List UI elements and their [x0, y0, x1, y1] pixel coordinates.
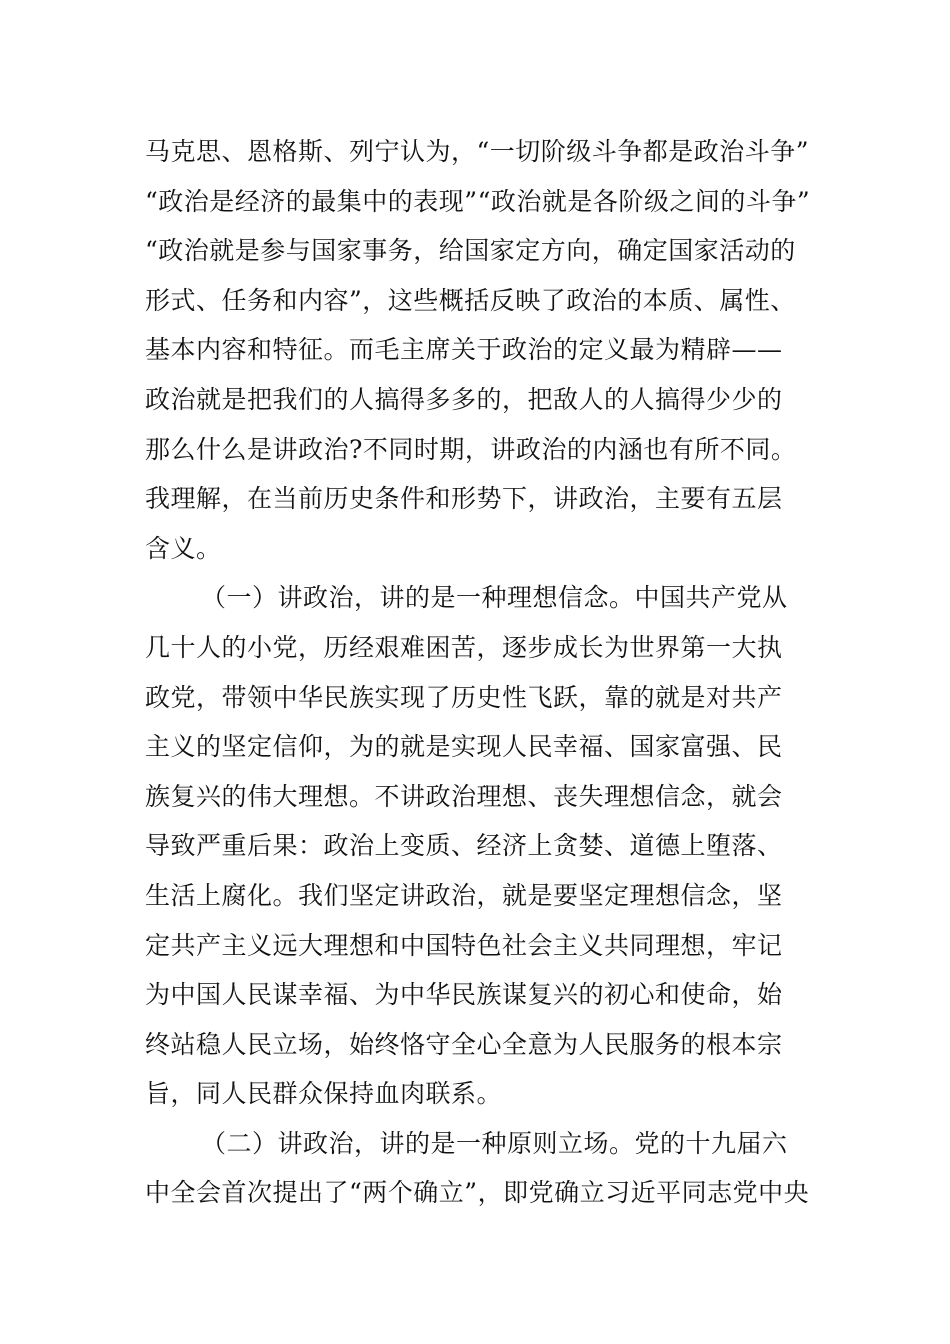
body-text: [145, 127, 815, 1218]
text-line: 旨，同人民群众保持血肉联系。: [145, 1079, 503, 1109]
text-line: 形式、任务和内容”，这些概括反映了政治的本质、属性、: [145, 285, 796, 315]
text-line: 终站稳人民立场，始终恪守全心全意为人民服务的根本宗: [145, 1029, 783, 1059]
text-line: 几十人的小党，历经艰难困苦，逐步成长为世界第一大执: [145, 632, 783, 662]
text-line: 为中国人民谋幸福、为中华民族谋复兴的初心和使命，始: [145, 980, 783, 1010]
text-line: 生活上腐化。我们坚定讲政治，就是要坚定理想信念，坚: [145, 880, 783, 910]
text-line: “政治是经济的最集中的表现”“政治就是各阶级之间的斗争”: [145, 186, 811, 216]
text-line: 含义。: [145, 533, 222, 563]
text-line: 族复兴的伟大理想。不讲政治理想、丧失理想信念，就会: [145, 781, 783, 811]
text-line: 政治就是把我们的人搞得多多的，把敌人的人搞得少少的: [145, 384, 783, 414]
paragraph-heading-2: （二）讲政治，讲的是一种原则立场。党的十九届六: [201, 1128, 788, 1158]
text-line: 导致严重后果：政治上变质、经济上贪婪、道德上堕落、: [145, 831, 783, 861]
text-line: “政治就是参与国家事务，给国家定方向，确定国家活动的: [145, 236, 796, 266]
text-line: 政党，带领中华民族实现了历史性飞跃，靠的就是对共产: [145, 682, 783, 712]
text-line: 我理解，在当前历史条件和形势下，讲政治，主要有五层: [145, 484, 783, 514]
text-line: 那么什么是讲政治?不同时期，讲政治的内涵也有所不同。: [145, 434, 797, 464]
text-line: 基本内容和特征。而毛主席关于政治的定义最为精辟——: [145, 335, 783, 365]
text-line: 定共产主义远大理想和中国特色社会主义共同理想，牢记: [145, 930, 783, 960]
text-line: 中全会首次提出了“两个确立”，即党确立习近平同志党中央: [145, 1178, 810, 1208]
text-line: 马克思、恩格斯、列宁认为，“一切阶级斗争都是政治斗争”: [145, 137, 810, 166]
text-line: 主义的坚定信仰，为的就是实现人民幸福、国家富强、民: [145, 732, 783, 762]
paragraph-heading-1: （一）讲政治，讲的是一种理想信念。中国共产党从: [201, 583, 788, 613]
